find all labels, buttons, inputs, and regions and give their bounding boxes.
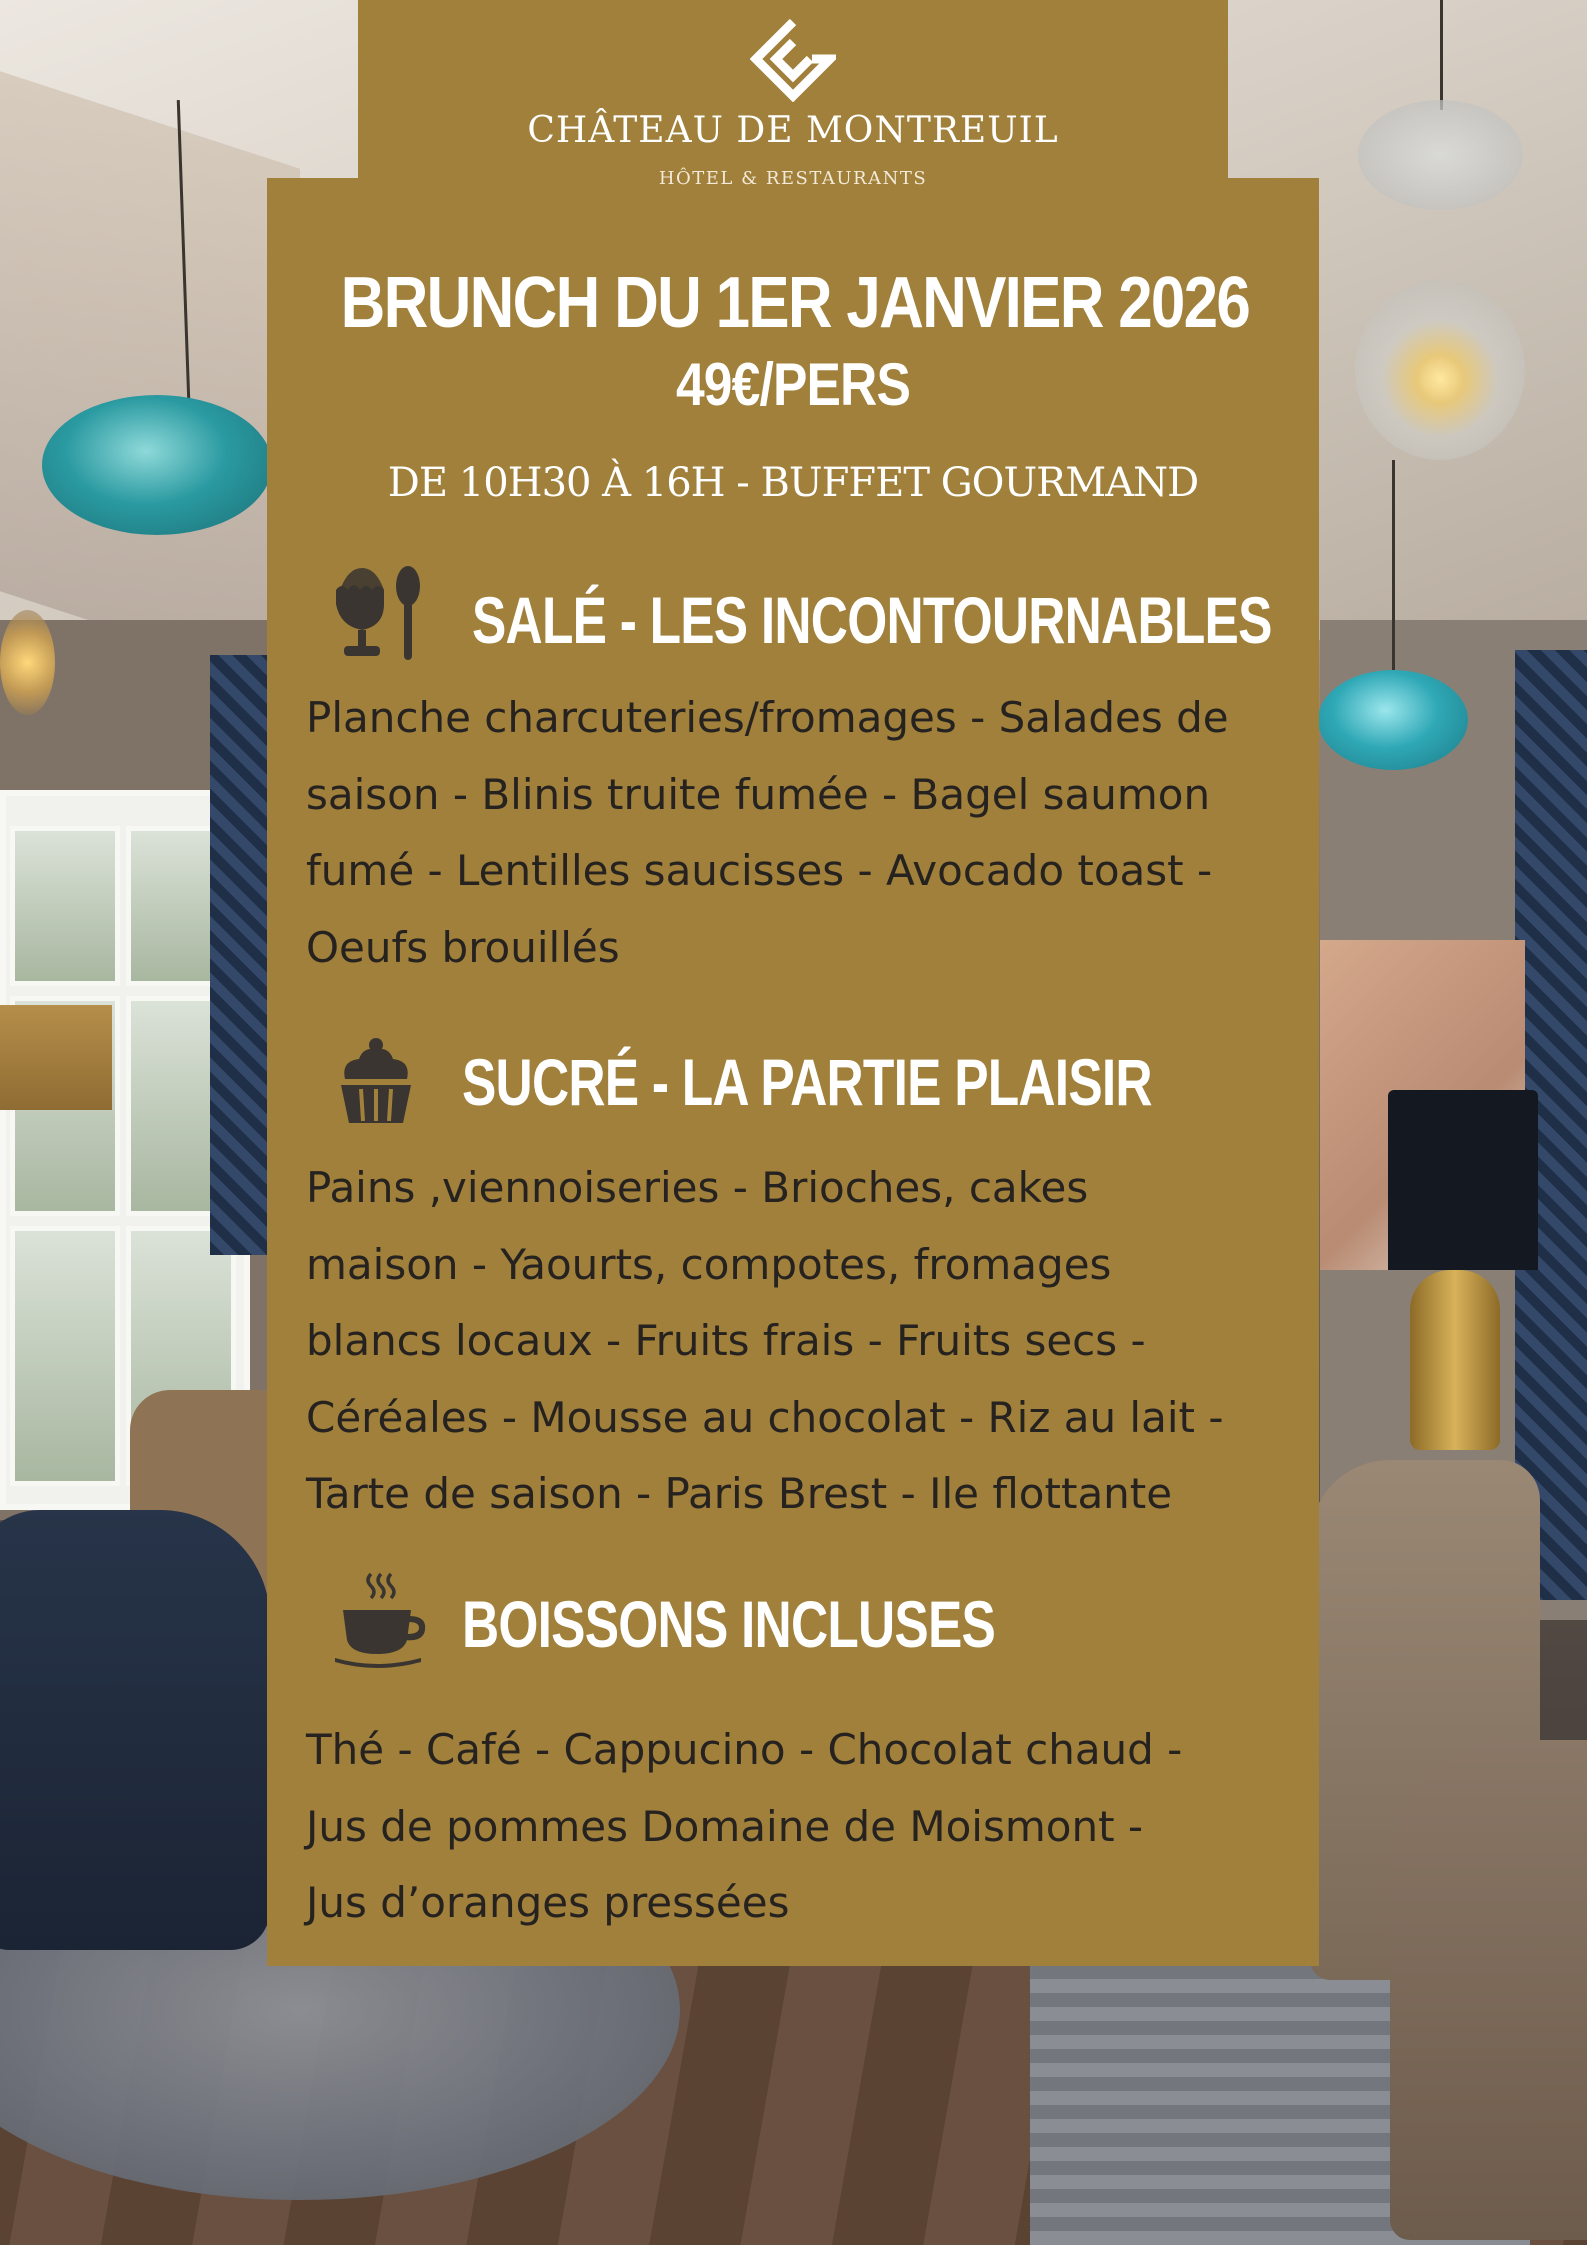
pendant-lamp — [0, 610, 55, 715]
floor-lamp-shade — [0, 1005, 112, 1110]
brand-tagline: HÔTEL & RESTAURANTS — [658, 168, 928, 189]
section-heading-sucre: SUCRÉ - LA PARTIE PLAISIR — [462, 1045, 1152, 1119]
window-pane — [10, 826, 120, 986]
section-heading-boissons: BOISSONS INCLUSES — [462, 1587, 996, 1661]
pendant-cord — [1392, 460, 1395, 675]
egg-cup-spoon-icon — [330, 560, 425, 670]
section-text-sale — [306, 680, 1296, 986]
curtain-left — [210, 655, 270, 1255]
menu-line: Jus de pommes Domaine de Moismont - — [306, 1801, 1144, 1851]
menu-line: blancs locaux - Fruits frais - Fruits secs - — [306, 1316, 1146, 1365]
window-pane — [10, 1226, 120, 1486]
menu-line: Thé - Café - Cappucino - Chocolat chaud - — [306, 1725, 1183, 1774]
ceiling-beam — [0, 71, 300, 688]
section-heading-sale: SALÉ - LES INCONTOURNABLES — [472, 583, 1272, 657]
menu-line: Pains ,viennoiseries - Brioches, cakes — [306, 1163, 1089, 1212]
cupcake-icon — [335, 1035, 417, 1125]
pendant-lamp — [1358, 100, 1523, 210]
chateau-logo-icon — [750, 16, 836, 102]
armchair — [0, 1510, 270, 1950]
armchair — [1390, 1740, 1587, 2240]
menu-line: Tarte de saison - Paris Brest - Ile flottante — [306, 1469, 1173, 1518]
event-title: BRUNCH DU 1ER JANVIER 2026 — [340, 263, 1250, 343]
menu-line: Céréales - Mousse au chocolat - Riz au lait - — [306, 1392, 1224, 1442]
table-lamp-base — [1410, 1270, 1500, 1450]
menu-line: Oeufs brouillés — [306, 922, 620, 972]
menu-line: saison - Blinis truite fumée - Bagel saumon — [306, 769, 1211, 819]
menu-line: Jus d’oranges pressées — [306, 1878, 790, 1927]
pendant-lamp — [42, 395, 272, 535]
pendant-cord — [1440, 0, 1443, 110]
menu-line: maison - Yaourts, compotes, fromages — [306, 1239, 1112, 1289]
section-text-sucre — [306, 1150, 1296, 1533]
pendant-lamp — [1318, 670, 1468, 770]
pendant-lamp — [1355, 280, 1525, 460]
menu-line: fumé - Lentilles saucisses - Avocado toast - — [306, 846, 1213, 895]
brand-name: CHÂTEAU DE MONTREUIL — [527, 110, 1059, 151]
coffee-cup-icon — [335, 1570, 435, 1670]
section-text-boissons — [306, 1712, 1296, 1942]
menu-line: Planche charcuteries/fromages - Salades de — [306, 693, 1229, 742]
event-price: 49€/PERS — [675, 351, 911, 418]
table-lamp-shade — [1388, 1090, 1538, 1270]
event-hours: DE 10H30 À 16H - BUFFET GOURMAND — [387, 460, 1199, 506]
